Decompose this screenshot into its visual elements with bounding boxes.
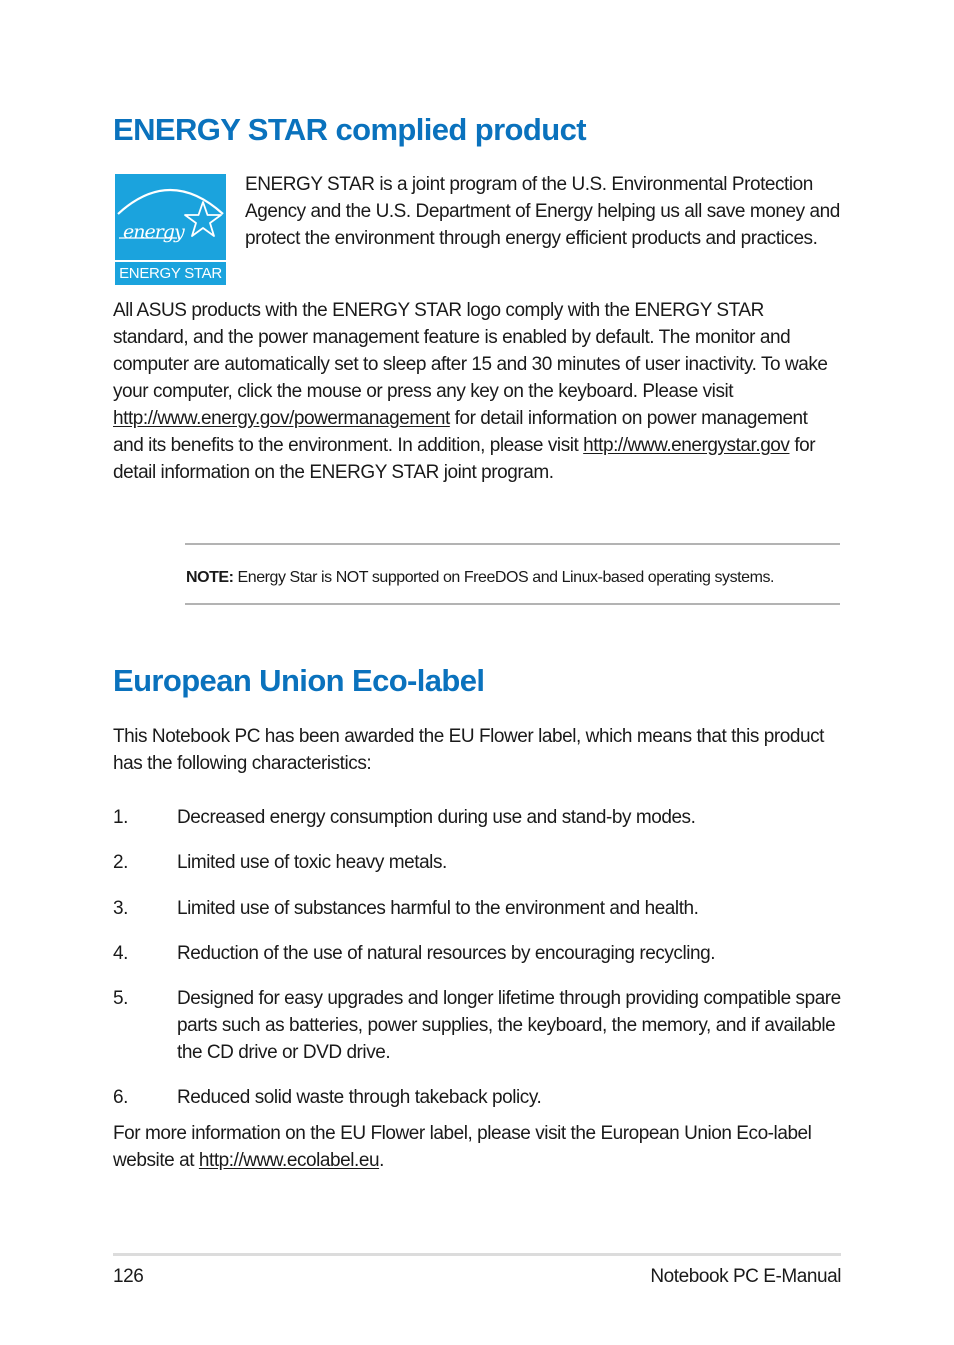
footer-divider — [113, 1253, 841, 1256]
paragraph-text: . — [379, 1150, 384, 1171]
manual-title: Notebook PC E-Manual — [650, 1266, 841, 1287]
energy-star-logo-label: ENERGY STAR — [115, 260, 226, 285]
energy-star-intro: ENERGY STAR is a joint program of the U.S. Environmental Protection Agency and the U.S. Department of Energy helping us all save money and protect the environment through energy efficient products and practices. — [245, 174, 840, 249]
list-item — [113, 985, 841, 1066]
list-number: 6. — [113, 1087, 128, 1108]
page-number: 126 — [113, 1266, 144, 1287]
note-body: Energy Star is NOT supported on FreeDOS and Linux-based operating systems. — [233, 569, 774, 586]
energy-star-emblem-icon — [115, 174, 226, 260]
list-number: 4. — [113, 943, 128, 964]
list-item — [113, 940, 841, 967]
list-text: Limited use of substances harmful to the environment and health. — [177, 898, 699, 919]
svg-text:energy: energy — [123, 221, 184, 243]
power-management-link[interactable]: http://www.energy.gov/powermanagement — [113, 408, 450, 429]
list-text: Designed for easy upgrades and longer lifetime through providing compatible spare parts such as batteries, power supplies, the keyboard, the memory, and if available the CD drive or DVD drive. — [177, 988, 841, 1063]
paragraph-text: All ASUS products with the ENERGY STAR logo comply with the ENERGY STAR standard, and the power management feature is enabled by default. The monitor and computer are automatically set to sleep after 15 and 30 minutes of user inactivity. To wake your computer, click the mouse or press any key on the keyboard. Please visit — [113, 300, 828, 402]
list-text: Decreased energy consumption during use and stand-by modes. — [177, 807, 696, 828]
list-text: Limited use of toxic heavy metals. — [177, 852, 447, 873]
energy-star-logo-icon — [115, 174, 226, 285]
list-text: Reduced solid waste through takeback policy. — [177, 1087, 542, 1108]
list-number: 2. — [113, 852, 128, 873]
eu-ecolabel-intro: This Notebook PC has been awarded the EU Flower label, which means that this product has the following characteristics: — [113, 726, 824, 774]
note-box — [185, 543, 840, 605]
list-number: 1. — [113, 807, 128, 828]
list-item — [113, 1084, 841, 1111]
note-text — [186, 569, 774, 587]
note-label: NOTE: — [186, 569, 234, 586]
list-number: 3. — [113, 898, 128, 919]
energystar-gov-link[interactable]: http://www.energystar.gov — [583, 435, 790, 456]
list-item — [113, 849, 841, 876]
list-item — [113, 804, 841, 831]
list-item — [113, 895, 841, 922]
eu-ecolabel-closing — [113, 1120, 841, 1174]
paragraph-text: For more information on the EU Flower label, please visit the European Union Eco-label website at — [113, 1123, 812, 1171]
energy-star-paragraph — [113, 297, 841, 486]
paragraph-text: for detail information on power management and its benefits to the environment. In addition, please visit — [113, 408, 808, 456]
eu-ecolabel-heading: European Union Eco-label — [113, 663, 485, 698]
list-number: 5. — [113, 988, 128, 1009]
list-text: Reduction of the use of natural resources by encouraging recycling. — [177, 943, 716, 964]
paragraph-text: for detail information on the ENERGY STAR joint program. — [113, 435, 816, 483]
ecolabel-link[interactable]: http://www.ecolabel.eu — [198, 1150, 380, 1171]
energy-star-heading: ENERGY STAR complied product — [113, 112, 586, 147]
